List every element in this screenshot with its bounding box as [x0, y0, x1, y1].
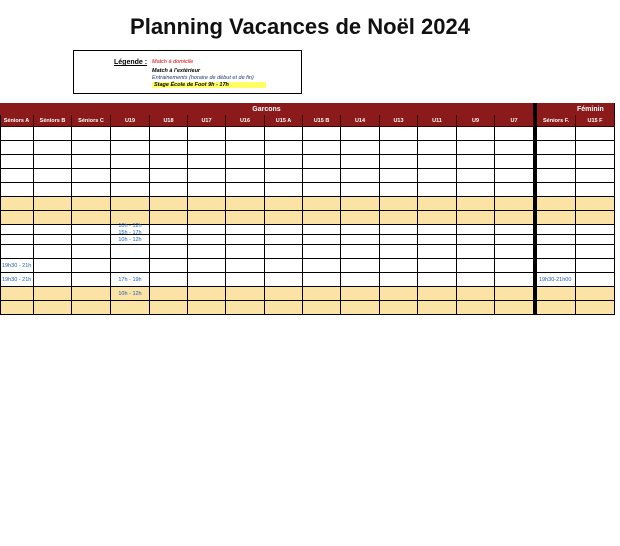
column-header: U19: [111, 115, 150, 127]
table-cell[interactable]: [303, 259, 341, 273]
table-cell[interactable]: [226, 301, 265, 315]
table-cell[interactable]: [341, 235, 380, 245]
table-cell[interactable]: [495, 287, 534, 301]
table-cell[interactable]: [188, 301, 226, 315]
table-cell[interactable]: [537, 141, 576, 155]
column-header: Séniors B: [34, 115, 72, 127]
table-cell[interactable]: [0, 287, 34, 301]
table-cell[interactable]: [188, 287, 226, 301]
table-cell[interactable]: [495, 301, 534, 315]
table-cell[interactable]: [188, 197, 226, 211]
table-row: [0, 169, 620, 183]
table-cell[interactable]: [576, 211, 615, 225]
table-cell[interactable]: [457, 287, 495, 301]
table-cell[interactable]: [303, 183, 341, 197]
table-cell[interactable]: [72, 141, 111, 155]
table-cell[interactable]: [150, 169, 188, 183]
table-cell[interactable]: [537, 127, 576, 141]
table-cell[interactable]: [72, 169, 111, 183]
table-cell[interactable]: [576, 301, 615, 315]
column-header: U17: [188, 115, 226, 127]
section-separator: [534, 103, 537, 315]
table-cell[interactable]: [457, 225, 495, 235]
table-cell[interactable]: [457, 301, 495, 315]
table-row: [0, 155, 620, 169]
table-cell[interactable]: [34, 301, 72, 315]
table-cell[interactable]: [72, 287, 111, 301]
table-cell[interactable]: [188, 155, 226, 169]
table-cell[interactable]: [341, 259, 380, 273]
column-header: U13: [380, 115, 418, 127]
table-cell[interactable]: [265, 155, 303, 169]
table-cell[interactable]: [188, 245, 226, 259]
table-cell[interactable]: [341, 169, 380, 183]
table-cell[interactable]: [111, 245, 150, 259]
legend-box: [73, 50, 302, 94]
table-cell[interactable]: [380, 197, 418, 211]
table-cell[interactable]: [0, 183, 34, 197]
table-cell[interactable]: [457, 197, 495, 211]
table-cell[interactable]: [34, 169, 72, 183]
table-cell[interactable]: [0, 169, 34, 183]
legend-home-match: Match à domicile: [152, 59, 194, 65]
table-cell[interactable]: [265, 301, 303, 315]
table-cell[interactable]: [34, 259, 72, 273]
table-cell[interactable]: [226, 155, 265, 169]
table-cell[interactable]: [457, 245, 495, 259]
table-row: [0, 259, 620, 273]
table-cell[interactable]: [457, 141, 495, 155]
table-cell[interactable]: [341, 155, 380, 169]
table-cell[interactable]: [537, 235, 576, 245]
table-row: [0, 197, 620, 211]
table-left-border: [0, 115, 1, 315]
column-header: U18: [150, 115, 188, 127]
table-cell[interactable]: [418, 287, 457, 301]
table-cell[interactable]: [188, 141, 226, 155]
table-cell[interactable]: [303, 235, 341, 245]
table-cell[interactable]: [265, 225, 303, 235]
table-cell[interactable]: [303, 197, 341, 211]
table-cell[interactable]: [188, 273, 226, 287]
legend-away-match: Match à l'extérieur: [152, 68, 201, 74]
table-cell[interactable]: [72, 197, 111, 211]
table-cell[interactable]: [265, 127, 303, 141]
table-row: [0, 127, 620, 141]
legend-training: Entrainements (horaire de début et de fin): [152, 75, 254, 81]
table-cell[interactable]: [0, 235, 34, 245]
table-cell[interactable]: [576, 287, 615, 301]
table-row: [0, 287, 620, 301]
table-cell[interactable]: 10h - 12h: [111, 287, 150, 301]
table-cell[interactable]: [150, 183, 188, 197]
table-cell[interactable]: [380, 301, 418, 315]
table-row: [0, 211, 620, 225]
table-cell[interactable]: [226, 211, 265, 225]
table-cell[interactable]: [576, 259, 615, 273]
table-cell[interactable]: 10h - 12h: [111, 235, 150, 245]
table-cell[interactable]: [380, 169, 418, 183]
table-cell[interactable]: [34, 245, 72, 259]
group-header-girls: Féminin: [537, 103, 615, 115]
column-header: U16: [226, 115, 265, 127]
table-cell[interactable]: [0, 141, 34, 155]
table-cell[interactable]: [341, 211, 380, 225]
table-cell[interactable]: [341, 183, 380, 197]
table-cell[interactable]: [265, 245, 303, 259]
page-title: Planning Vacances de Noël 2024: [130, 14, 470, 39]
table-cell[interactable]: [111, 141, 150, 155]
table-cell[interactable]: [380, 141, 418, 155]
table-cell[interactable]: [537, 197, 576, 211]
legend-stage: Stage École de Foot 9h - 17h: [152, 82, 266, 88]
table-cell[interactable]: [0, 155, 34, 169]
table-cell[interactable]: [418, 183, 457, 197]
table-cell[interactable]: [72, 225, 111, 235]
table-cell[interactable]: [111, 197, 150, 211]
table-cell[interactable]: [0, 301, 34, 315]
table-cell[interactable]: [576, 235, 615, 245]
table-cell[interactable]: [0, 127, 34, 141]
table-cell[interactable]: [226, 169, 265, 183]
table-cell[interactable]: [457, 259, 495, 273]
table-cell[interactable]: [495, 259, 534, 273]
column-header: U15 B: [303, 115, 341, 127]
table-cell[interactable]: [380, 127, 418, 141]
table-cell[interactable]: [188, 259, 226, 273]
table-cell[interactable]: [537, 287, 576, 301]
table-cell[interactable]: [150, 245, 188, 259]
table-cell[interactable]: [495, 169, 534, 183]
table-cell[interactable]: [457, 155, 495, 169]
column-header: U9: [457, 115, 495, 127]
table-cell[interactable]: [111, 169, 150, 183]
table-cell[interactable]: [226, 197, 265, 211]
table-cell[interactable]: [495, 183, 534, 197]
table-cell[interactable]: [265, 235, 303, 245]
table-row: [0, 273, 620, 287]
table-cell[interactable]: [226, 141, 265, 155]
table-cell[interactable]: [265, 183, 303, 197]
table-cell[interactable]: [418, 127, 457, 141]
table-cell[interactable]: [265, 273, 303, 287]
table-cell[interactable]: [341, 225, 380, 235]
column-header-row: [0, 115, 620, 127]
table-cell[interactable]: [265, 169, 303, 183]
table-cell[interactable]: [150, 141, 188, 155]
table-row: [0, 222, 620, 236]
table-cell[interactable]: [457, 211, 495, 225]
table-cell[interactable]: [226, 183, 265, 197]
table-cell[interactable]: [34, 225, 72, 235]
table-cell[interactable]: [457, 183, 495, 197]
table-cell[interactable]: 17h - 19h: [111, 273, 150, 287]
table-cell[interactable]: [380, 245, 418, 259]
table-cell[interactable]: [303, 155, 341, 169]
legend-heading: Légende :: [114, 59, 148, 66]
column-header: Séniors A: [0, 115, 34, 127]
table-cell[interactable]: [111, 301, 150, 315]
table-cell[interactable]: 19h30-21h00: [537, 273, 576, 287]
table-cell[interactable]: [0, 197, 34, 211]
table-cell[interactable]: [537, 169, 576, 183]
table-cell[interactable]: [418, 259, 457, 273]
column-header: U7: [495, 115, 534, 127]
table-cell[interactable]: [72, 183, 111, 197]
table-cell[interactable]: [537, 183, 576, 197]
table-cell[interactable]: [380, 225, 418, 235]
table-cell[interactable]: [341, 301, 380, 315]
table-cell[interactable]: [303, 127, 341, 141]
table-cell[interactable]: [188, 183, 226, 197]
table-cell[interactable]: [380, 273, 418, 287]
table-cell[interactable]: [303, 287, 341, 301]
column-header: Séniors C: [72, 115, 111, 127]
table-cell[interactable]: [111, 259, 150, 273]
table-cell[interactable]: [72, 211, 111, 225]
table-cell[interactable]: [418, 301, 457, 315]
table-cell[interactable]: [265, 141, 303, 155]
table-cell[interactable]: [72, 301, 111, 315]
table-cell[interactable]: [0, 211, 34, 225]
table-cell[interactable]: [341, 197, 380, 211]
table-cell[interactable]: [34, 141, 72, 155]
table-cell[interactable]: [111, 127, 150, 141]
table-cell[interactable]: [72, 273, 111, 287]
table-row: [0, 301, 620, 315]
table-cell[interactable]: [150, 301, 188, 315]
column-header: Séniors F.: [537, 115, 576, 127]
table-cell[interactable]: [303, 245, 341, 259]
table-cell[interactable]: [576, 155, 615, 169]
table-cell[interactable]: [226, 287, 265, 301]
table-cell[interactable]: [418, 141, 457, 155]
table-cell[interactable]: [495, 127, 534, 141]
table-cell[interactable]: [418, 225, 457, 235]
table-cell[interactable]: [150, 211, 188, 225]
column-header: U11: [418, 115, 457, 127]
table-cell[interactable]: [537, 259, 576, 273]
table-cell[interactable]: [226, 235, 265, 245]
table-cell[interactable]: [303, 225, 341, 235]
table-cell[interactable]: [34, 197, 72, 211]
table-cell[interactable]: 10h - 12h 15h - 17h: [111, 225, 150, 235]
table-cell[interactable]: [150, 259, 188, 273]
table-cell[interactable]: [111, 155, 150, 169]
table-cell[interactable]: [495, 235, 534, 245]
table-cell[interactable]: [150, 197, 188, 211]
table-cell[interactable]: [495, 273, 534, 287]
table-cell[interactable]: [303, 211, 341, 225]
table-cell[interactable]: [457, 273, 495, 287]
table-cell[interactable]: [226, 245, 265, 259]
table-cell[interactable]: [341, 141, 380, 155]
table-cell[interactable]: [265, 259, 303, 273]
table-cell[interactable]: [457, 235, 495, 245]
table-cell[interactable]: [418, 211, 457, 225]
table-cell[interactable]: [457, 127, 495, 141]
column-header: U15 F: [576, 115, 615, 127]
table-cell[interactable]: [226, 225, 265, 235]
table-cell[interactable]: [576, 141, 615, 155]
table-cell[interactable]: [495, 197, 534, 211]
table-cell[interactable]: [537, 301, 576, 315]
table-cell[interactable]: [72, 235, 111, 245]
table-cell[interactable]: [150, 273, 188, 287]
table-cell[interactable]: [188, 211, 226, 225]
table-cell[interactable]: [72, 127, 111, 141]
table-cell[interactable]: [0, 245, 34, 259]
table-cell[interactable]: [418, 197, 457, 211]
table-cell[interactable]: [495, 141, 534, 155]
table-cell[interactable]: [380, 235, 418, 245]
table-cell[interactable]: [34, 287, 72, 301]
table-cell[interactable]: [150, 127, 188, 141]
table-cell[interactable]: [150, 287, 188, 301]
table-cell[interactable]: [576, 245, 615, 259]
column-header: U15 A: [265, 115, 303, 127]
table-cell[interactable]: [537, 211, 576, 225]
table-row: [0, 183, 620, 197]
table-cell[interactable]: [0, 225, 34, 235]
table-cell[interactable]: [303, 141, 341, 155]
table-cell[interactable]: [34, 235, 72, 245]
table-cell[interactable]: [303, 169, 341, 183]
table-cell[interactable]: [341, 127, 380, 141]
table-cell[interactable]: [150, 155, 188, 169]
table-cell[interactable]: [380, 211, 418, 225]
table-cell[interactable]: [226, 259, 265, 273]
table-cell[interactable]: [341, 245, 380, 259]
table-cell[interactable]: [576, 197, 615, 211]
table-cell[interactable]: [150, 235, 188, 245]
table-cell[interactable]: [226, 273, 265, 287]
table-cell[interactable]: [495, 225, 534, 235]
table-cell[interactable]: [265, 287, 303, 301]
table-cell[interactable]: [576, 225, 615, 235]
table-cell[interactable]: [495, 155, 534, 169]
table-cell[interactable]: [380, 287, 418, 301]
table-cell[interactable]: [303, 273, 341, 287]
table-cell[interactable]: [150, 225, 188, 235]
table-cell[interactable]: [537, 245, 576, 259]
table-cell[interactable]: 19h30 - 21h: [0, 273, 34, 287]
table-cell[interactable]: [265, 197, 303, 211]
table-cell[interactable]: [537, 155, 576, 169]
table-cell[interactable]: [34, 273, 72, 287]
table-cell[interactable]: [188, 127, 226, 141]
table-row: [0, 245, 620, 259]
table-cell[interactable]: [576, 169, 615, 183]
table-cell[interactable]: [576, 273, 615, 287]
table-cell[interactable]: [418, 155, 457, 169]
table-cell[interactable]: [188, 225, 226, 235]
table-cell[interactable]: [418, 169, 457, 183]
table-cell[interactable]: [341, 273, 380, 287]
table-cell[interactable]: [34, 155, 72, 169]
table-cell[interactable]: [380, 259, 418, 273]
group-header-boys: Garcons: [0, 103, 534, 115]
column-header: U14: [341, 115, 380, 127]
table-cell[interactable]: [34, 183, 72, 197]
table-cell[interactable]: [380, 155, 418, 169]
table-cell[interactable]: [34, 127, 72, 141]
table-cell[interactable]: [537, 225, 576, 235]
table-cell[interactable]: [576, 183, 615, 197]
table-cell[interactable]: [72, 245, 111, 259]
table-cell[interactable]: [341, 287, 380, 301]
table-cell[interactable]: [34, 211, 72, 225]
table-cell[interactable]: [418, 273, 457, 287]
table-cell[interactable]: [418, 235, 457, 245]
table-cell[interactable]: [72, 155, 111, 169]
table-cell[interactable]: [576, 127, 615, 141]
table-cell[interactable]: [418, 245, 457, 259]
table-cell[interactable]: 19h30 - 21h: [0, 259, 34, 273]
table-cell[interactable]: [303, 301, 341, 315]
table-cell[interactable]: [495, 211, 534, 225]
table-cell[interactable]: [457, 169, 495, 183]
table-cell[interactable]: [111, 183, 150, 197]
table-cell[interactable]: [226, 127, 265, 141]
table-row: [0, 141, 620, 155]
table-cell[interactable]: [72, 259, 111, 273]
table-row: [0, 235, 620, 245]
table-cell[interactable]: [265, 211, 303, 225]
table-cell[interactable]: [188, 169, 226, 183]
table-cell[interactable]: [380, 183, 418, 197]
table-cell[interactable]: [495, 245, 534, 259]
table-cell[interactable]: [188, 235, 226, 245]
